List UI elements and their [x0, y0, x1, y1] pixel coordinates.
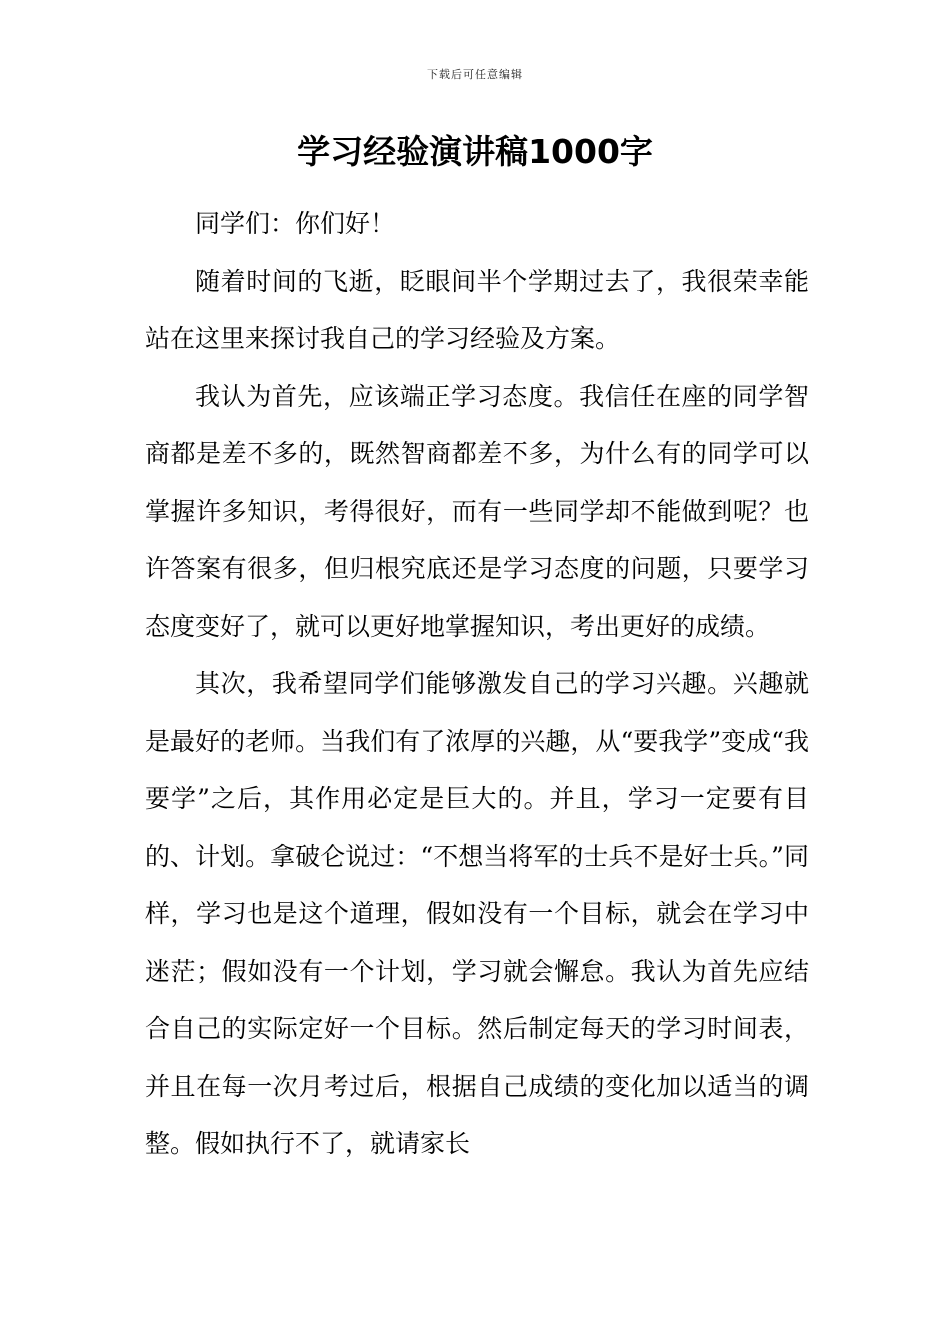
paragraph-intro: 随着时间的飞逝，眨眼间半个学期过去了，我很荣幸能站在这里来探讨我自己的学习经验及方案。: [145, 266, 809, 353]
paragraph-greeting: 同学们：你们好！: [195, 209, 396, 238]
document-body: [145, 195, 809, 1173]
paragraph-interest: 其次，我希望同学们能够激发自己的学习兴趣。兴趣就是最好的老师。当我们有了浓厚的兴趣，从“要我学”变成“我要学”之后，其作用必定是巨大的。并且，学习一定要有目的、计划。拿破仑说过：“不想当将军的士兵不是好士兵。”同样，学习也是这个道理，假如没有一个目标，就会在学习中迷茫；假如没有一个计划，学习就会懈怠。我认为首先应结合自己的实际定好一个目标。然后制定每天的学习时间表，并且在每一次月考过后，根据自己成绩的变化加以适当的调整。假如执行不了，就请家长: [145, 669, 809, 1158]
page-title: 学习经验演讲稿1000字: [297, 132, 653, 171]
header-note: 下载后可任意编辑: [427, 68, 523, 81]
paragraph-attitude: 我认为首先，应该端正学习态度。我信任在座的同学智商都是差不多的，既然智商都差不多，为什么有的同学可以掌握许多知识，考得很好，而有一些同学却不能做到呢？也许答案有很多，但归根究底还是学习态度的问题，只要学习态度变好了，就可以更好地掌握知识，考出更好的成绩。: [145, 381, 809, 641]
